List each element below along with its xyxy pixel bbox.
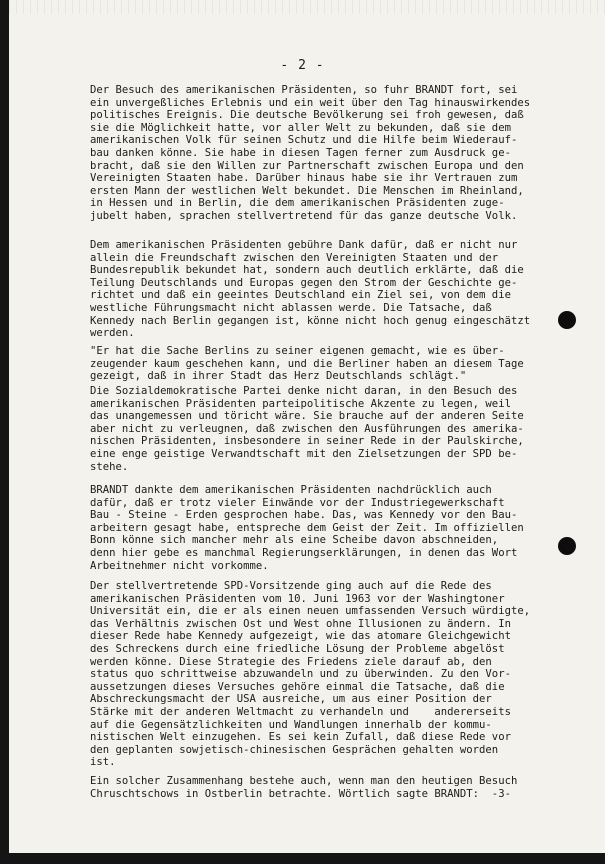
text-line: Universität ein, die er als einen neuen umfassenden Versuch würdigte,: [90, 605, 531, 618]
text-line: Bonn könne sich mancher mehr als eine Scheibe davon abschneiden,: [90, 534, 499, 547]
text-line: denn hier gebe es manchmal Regierungserklärungen, in denen das Wort: [90, 546, 518, 559]
text-line: ist.: [90, 756, 116, 769]
text-line: jubelt haben, sprachen stellvertretend für das ganze deutsche Volk.: [90, 209, 518, 222]
text-line: arbeitern gesagt habe, entspreche dem Geist der Zeit. Im offiziellen: [90, 521, 524, 534]
paragraph-4: [90, 385, 580, 473]
text-line: "Er hat die Sache Berlins zu seiner eigenen gemacht, wie es über-: [90, 345, 505, 357]
text-line: amerikanischen Volk für seinen Schutz und die Hilfe beim Wiederauf-: [90, 134, 518, 147]
text-line: Dem amerikanischen Präsidenten gebühre Dank dafür, daß er nicht nur: [90, 239, 518, 251]
text-line: werden.: [90, 327, 135, 340]
paragraph-2: [90, 239, 580, 340]
text-line: Teilung Deutschlands und Europas gegen den Strom der Geschichte ge-: [90, 276, 518, 289]
text-line: richtet und daß ein geeintes Deutschland ein Ziel sei, von dem die: [90, 289, 511, 302]
text-line: aber nicht zu verleugnen, daß zwischen den Ausführungen des amerika-: [90, 422, 524, 435]
text-line: status quo schrittweise abzuwandeln und zu überwinden. Zu den Vor-: [90, 668, 511, 681]
text-line: das unangemessen und töricht wäre. Sie brauche auf der anderen Seite: [90, 410, 524, 423]
text-line: bau danken könne. Sie habe in diesen Tagen ferner zum Ausdruck ge-: [90, 146, 511, 159]
page-number: - 2 -: [280, 58, 325, 73]
paragraph-7: [90, 775, 580, 800]
text-line: stehe.: [90, 460, 129, 473]
text-line: BRANDT dankte dem amerikanischen Präsidenten nachdrücklich auch: [90, 484, 492, 496]
text-line: amerikanischen Präsidenten parteipolitische Akzente zu legen, weil: [90, 397, 511, 410]
text-line: Stärke mit der anderen Weltmacht zu verhandeln und andererseits: [90, 705, 511, 718]
text-line: gezeigt, daß in ihrer Stadt das Herz Deutschlands schlägt.": [90, 370, 467, 383]
text-line: westliche Führungsmacht nicht ablassen werde. Die Tatsache, daß: [90, 301, 492, 314]
text-line: auf die Gegensätzlichkeiten und Wandlungen innerhalb der kommu-: [90, 718, 492, 731]
text-line: ersten Mann der westlichen Welt bekundet. Die Menschen im Rheinland,: [90, 184, 524, 197]
text-line: aussetzungen dieses Versuches gehöre einmal die Tatsache, daß die: [90, 680, 505, 693]
text-line: Die Sozialdemokratische Partei denke nicht daran, in den Besuch des: [90, 385, 518, 397]
text-line: Der Besuch des amerikanischen Präsidenten, so fuhr BRANDT fort, sei: [90, 84, 518, 96]
text-line: in Hessen und in Berlin, die dem amerikanischen Präsidenten zuge-: [90, 197, 505, 210]
text-line: Bundesrepublik bekundet hat, sondern auch deutlich erklärte, daß die: [90, 264, 524, 277]
text-line: Vereinigten Staaten habe. Darüber hinaus habe sie ihr Vertrauen zum: [90, 172, 518, 185]
text-line: nischen Präsidenten, insbesondere in seiner Rede in der Paulskirche,: [90, 435, 524, 448]
paragraph-3: [90, 345, 580, 383]
text-line: Ein solcher Zusammenhang bestehe auch, wenn man den heutigen Besuch: [90, 775, 518, 787]
text-line: sie die Möglichkeit hatte, vor aller Welt zu bekunden, daß sie dem: [90, 121, 511, 134]
paragraph-5: [90, 484, 580, 572]
text-line: des Schreckens durch eine friedliche Lösung der Probleme abgelöst: [90, 642, 505, 655]
text-line: zeugender kaum geschehen kann, und die Berliner haben an diesem Tage: [90, 357, 524, 370]
text-line: werden könne. Diese Strategie des Friedens ziele darauf ab, den: [90, 655, 492, 668]
text-line: amerikanischen Präsidenten vom 10. Juni 1963 vor der Washingtoner: [90, 592, 505, 605]
text-line: dieser Rede habe Kennedy aufgezeigt, wie das atomare Gleichgewicht: [90, 630, 511, 643]
text-line: Bau - Steine - Erden gesprochen habe. Das, was Kennedy vor den Bau-: [90, 509, 518, 522]
text-line: bracht, daß sie den Willen zur Partnerschaft zwischen Europa und den: [90, 159, 524, 172]
text-line: den geplanten sowjetisch-chinesischen Gesprächen gehalten worden: [90, 743, 499, 756]
paragraph-1: [90, 84, 580, 223]
text-line: allein die Freundschaft zwischen den Vereinigten Staaten und der: [90, 251, 499, 264]
text-line: Abschreckungsmacht der USA ausreiche, um aus einer Position der: [90, 693, 492, 706]
scan-noise-top: [9, 0, 605, 14]
text-line: nistischen Welt einzugehen. Es sei kein Zufall, daß diese Rede vor: [90, 731, 511, 744]
text-line: Kennedy nach Berlin gegangen ist, könne nicht hoch genug eingeschätzt: [90, 314, 531, 327]
text-line: Der stellvertretende SPD-Vorsitzende ging auch auf die Rede des: [90, 580, 492, 592]
scan-edge-bottom: [0, 853, 605, 864]
text-line: das Verhältnis zwischen Ost und West ohne Illusionen zu ändern. In: [90, 617, 511, 630]
text-line: Arbeitnehmer nicht vorkomme.: [90, 559, 269, 572]
text-line: Chruschtschows in Ostberlin betrachte. Wörtlich sagte BRANDT: -3-: [90, 787, 511, 800]
text-line: politisches Ereignis. Die deutsche Bevölkerung sei froh gewesen, daß: [90, 109, 524, 122]
paragraph-6: [90, 580, 580, 769]
text-line: dafür, daß er trotz vieler Einwände vor der Industriegewerkschaft: [90, 496, 505, 509]
text-line: eine enge geistige Verwandtschaft mit den Zielsetzungen der SPD be-: [90, 447, 518, 460]
text-line: ein unvergeßliches Erlebnis und ein weit über den Tag hinauswirkendes: [90, 96, 531, 109]
scan-edge-left: [0, 0, 9, 864]
